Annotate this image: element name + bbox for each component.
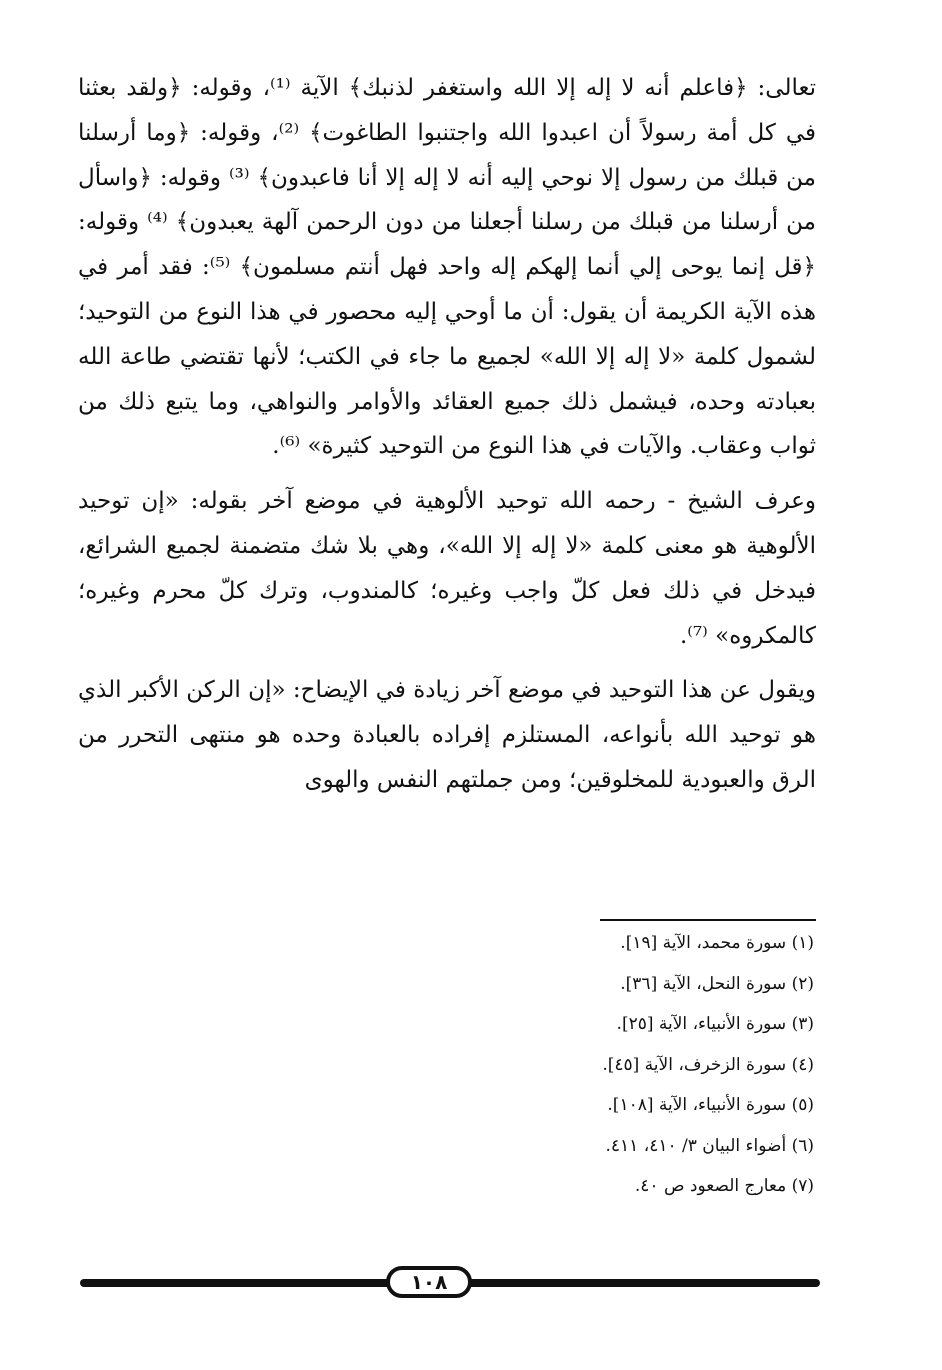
paragraph-3: ويقول عن هذا التوحيد في موضع آخر زيادة في الإيضاح: «إن الركن الأكبر الذي هو توحيد الله بأنواعه، المستلزم إفراده بالعبادة وحده هو منتهى التحرر من الرق والعبودية للمخلوقين؛ ومن جملتهم النفس والهوى (78, 677, 816, 793)
footnotes-list (394, 933, 814, 1217)
footnote-6: (٦) أضواء البيان ٣/ ٤١٠، ٤١١. (605, 1135, 814, 1156)
footnote-2: (٢) سورة النحل، الآية [٣٦]. (620, 973, 814, 994)
page-number: ١٠٨ (386, 1266, 472, 1298)
footnote-7: (٧) معارج الصعود ص ٤٠. (634, 1176, 814, 1196)
footnote-5: (٥) سورة الأنبياء، الآية [١٠٨]. (607, 1095, 814, 1115)
main-text (78, 66, 816, 803)
paragraph-2: وعرف الشيخ - رحمه الله توحيد الألوهية في موضع آخر بقوله: «إن توحيد الألوهية هو معنى كلمة «لا إله إلا الله»، وهي بلا شك متضمنة لجميع الشرائع، فيدخل في ذلك فعل كلّ واجب وغيره؛ كالمندوب، وترك كلّ محرم وغيره؛ كالمكروه» ⁽⁷⁾. (78, 488, 816, 649)
footnote-1: (١) سورة محمد، الآية [١٩]. (620, 933, 814, 953)
footnote-4: (٤) سورة الزخرف، الآية [٤٥]. (602, 1054, 814, 1075)
footnote-separator (600, 919, 816, 921)
paragraph-1: تعالى: ﴿فاعلم أنه لا إله إلا الله واستغفر لذنبك﴾ الآية ⁽¹⁾، وقوله: ﴿ولقد بعثنا في كل أمة رسولاً أن اعبدوا الله واجتنبوا الطاغوت﴾ ⁽²⁾، وقوله: ﴿وما أرسلنا من قبلك من رسول إلا نوحي إليه أنه لا إله إلا أنا فاعبدون﴾ ⁽³⁾ وقوله: ﴿واسأل من أرسلنا من قبلك من رسلنا أجعلنا من دون الرحمن آلهة يعبدون﴾ ⁽⁴⁾ وقوله: ﴿قل إنما يوحى إلي أنما إلهكم إله واحد فهل أنتم مسلمون﴾ ⁽⁵⁾: فقد أمر في هذه الآية الكريمة أن يقول: أن ما أوحي إليه محصور في هذا النوع من التوحيد؛ لشمول كلمة «لا إله إلا الله» لجميع ما جاء في الكتب؛ لأنها تقتضي طاعة الله بعبادته وحده، فيشمل ذلك جميع العقائد والأوامر والنواهي، وما يتبع ذلك من ثواب وعقاب. والآيات في هذا النوع من التوحيد كثيرة» ⁽⁶⁾. (78, 75, 817, 460)
footnote-3: (٣) سورة الأنبياء، الآية [٢٥]. (616, 1014, 814, 1034)
